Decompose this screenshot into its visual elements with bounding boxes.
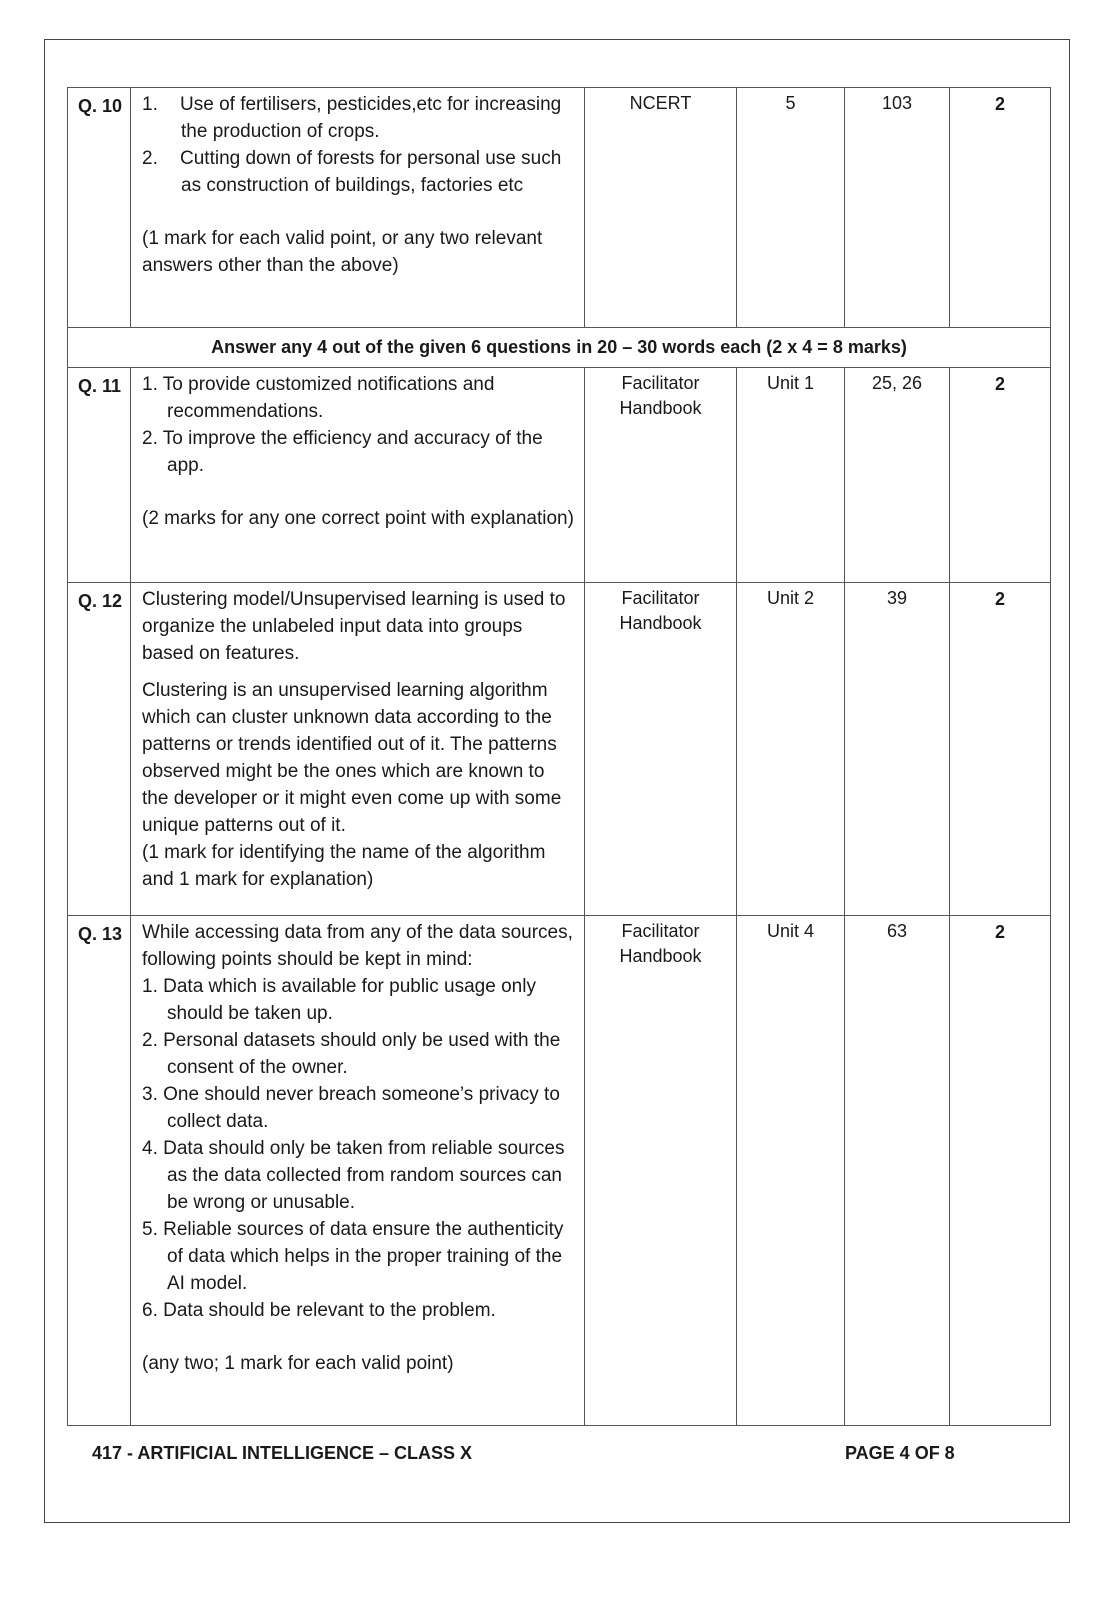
marking-note: (1 mark for identifying the name of the algorithm and 1 mark for explanation) <box>142 842 546 890</box>
question-number: Q. 11 <box>68 368 131 583</box>
source-cell: NCERT <box>585 88 737 328</box>
question-number: Q. 12 <box>68 583 131 916</box>
answer-point: 1. Data which is available for public usage only should be taken up. <box>142 976 536 1024</box>
marking-scheme-table <box>67 87 1051 1426</box>
marking-note: (any two; 1 mark for each valid point) <box>142 1353 454 1374</box>
page-cell: 25, 26 <box>845 368 950 583</box>
question-number: Q. 10 <box>68 88 131 328</box>
page-cell: 39 <box>845 583 950 916</box>
unit-cell: Unit 1 <box>737 368 845 583</box>
marks-cell: 2 <box>950 916 1051 1426</box>
answer-point: 4. Data should only be taken from reliable sources as the data collected from random sources can be wrong or unusable. <box>142 1138 565 1213</box>
page-cell: 63 <box>845 916 950 1426</box>
source-cell: Facilitator Handbook <box>585 368 737 583</box>
marks-cell: 2 <box>950 368 1051 583</box>
answer-point: 2. Cutting down of forests for personal use such as construction of buildings, factories etc <box>142 148 562 196</box>
marking-note: (1 mark for each valid point, or any two relevant answers other than the above) <box>142 228 543 276</box>
marking-note: (2 marks for any one correct point with explanation) <box>142 508 574 529</box>
unit-cell: Unit 2 <box>737 583 845 916</box>
section-heading: Answer any 4 out of the given 6 questions in 20 – 30 words each (2 x 4 = 8 marks) <box>68 328 1051 368</box>
footer-subject: 417 - ARTIFICIAL INTELLIGENCE – CLASS X <box>92 1443 473 1463</box>
answer-paragraph: Clustering is an unsupervised learning algorithm which can cluster unknown data according to the patterns or trends identified out of it. The patterns observed might be the ones which are known to the developer or it might even come up with some unique patterns out of it. <box>142 680 562 836</box>
answer-cell <box>131 88 585 328</box>
table-row <box>68 916 1051 1426</box>
table-row <box>68 368 1051 583</box>
footer-page-number: PAGE 4 OF 8 <box>845 1443 955 1463</box>
marks-cell: 2 <box>950 583 1051 916</box>
answer-cell <box>131 916 585 1426</box>
answer-cell <box>131 583 585 916</box>
answer-point: 1. To provide customized notifications and recommendations. <box>142 374 495 422</box>
unit-cell: 5 <box>737 88 845 328</box>
table-row <box>68 583 1051 916</box>
question-number: Q. 13 <box>68 916 131 1426</box>
table-row <box>68 88 1051 328</box>
answer-point: 3. One should never breach someone’s privacy to collect data. <box>142 1084 560 1132</box>
marks-cell: 2 <box>950 88 1051 328</box>
answer-cell <box>131 368 585 583</box>
unit-cell: Unit 4 <box>737 916 845 1426</box>
answer-paragraph: Clustering model/Unsupervised learning is used to organize the unlabeled input data into groups based on features. <box>142 589 566 664</box>
source-cell: Facilitator Handbook <box>585 583 737 916</box>
section-heading-row <box>68 328 1051 368</box>
answer-point: 6. Data should be relevant to the problem. <box>142 1300 496 1321</box>
answer-point: 1. Use of fertilisers, pesticides,etc for increasing the production of crops. <box>142 94 562 142</box>
page-cell: 103 <box>845 88 950 328</box>
source-cell: Facilitator Handbook <box>585 916 737 1426</box>
answer-point: 2. To improve the efficiency and accuracy of the app. <box>142 428 543 476</box>
answer-point: 5. Reliable sources of data ensure the authenticity of data which helps in the proper training of the AI model. <box>142 1219 564 1294</box>
answer-intro: While accessing data from any of the data sources, following points should be kept in mind: <box>142 922 573 970</box>
answer-point: 2. Personal datasets should only be used with the consent of the owner. <box>142 1030 561 1078</box>
